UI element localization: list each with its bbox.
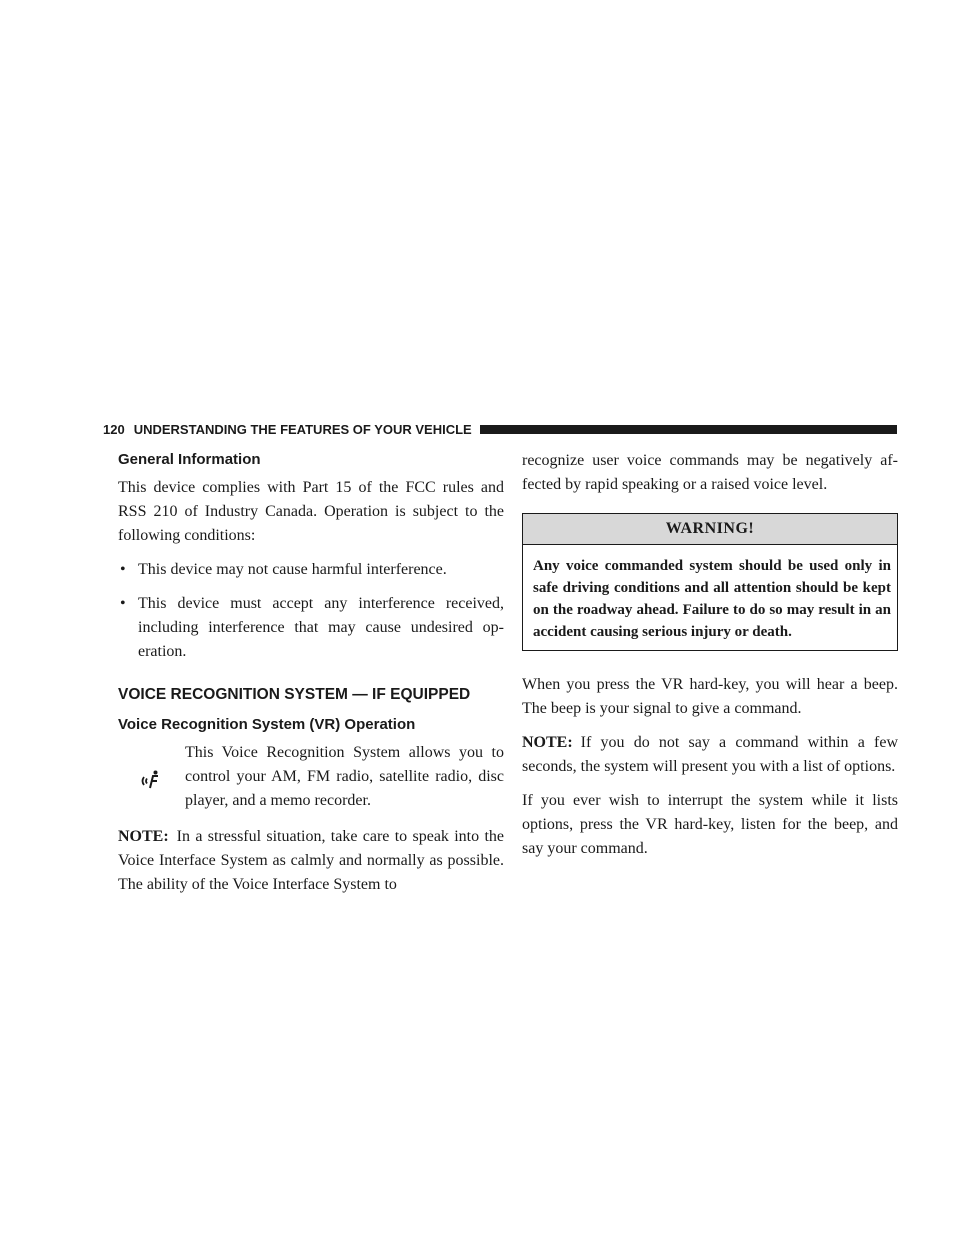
note-label: NOTE: — [118, 828, 169, 845]
voice-recognition-icon — [140, 769, 162, 791]
conditions-list — [118, 558, 504, 664]
list-item-text: This device may not cause harmful interference. — [138, 561, 447, 578]
list-item — [118, 592, 504, 664]
list-item-text: This device must accept any interference received, including interference that may cause undesired op-eration. — [138, 595, 504, 660]
vr-intro-block — [118, 741, 504, 813]
note-paragraph — [522, 731, 898, 779]
warning-text: Any voice commanded system should be used only in safe driving conditions and all attention should be kept on the roadway ahead. Failure to do so may result in an accident causing serious injury or death. — [533, 558, 891, 640]
continuation-paragraph: recognize user voice commands may be negatively af-fected by rapid speaking or a raised voice level. — [522, 452, 898, 493]
list-item — [118, 558, 504, 582]
bullet-icon: • — [120, 561, 126, 578]
interrupt-paragraph: If you ever wish to interrupt the system while it lists options, press the VR hard-key, listen for the beep, and say your command. — [522, 792, 898, 857]
general-info-heading: General Information — [118, 451, 261, 468]
warning-title: WARNING! — [523, 514, 897, 545]
fcc-paragraph: This device complies with Part 15 of the FCC rules and RSS 210 of Industry Canada. Operation is subject to the following conditions: — [118, 479, 504, 544]
section-title: UNDERSTANDING THE FEATURES OF YOUR VEHICLE — [133, 421, 472, 437]
note-text: If you do not say a command within a few seconds, the system will present you with a list of options. — [522, 734, 898, 775]
note-text: In a stressful situation, take care to speak into the Voice Interface System as calmly and normally as possible. The ability of the Voice Interface System to — [118, 828, 504, 893]
bullet-icon: • — [120, 595, 126, 612]
note-paragraph — [118, 825, 504, 897]
vr-intro-text: This Voice Recognition System allows you to control your AM, FM radio, satellite radio, disc player, and a memo recorder. — [185, 744, 504, 809]
vr-operation-heading: Voice Recognition System (VR) Operation — [118, 716, 416, 733]
header-rule — [480, 425, 897, 434]
right-column — [522, 449, 898, 871]
note-label: NOTE: — [522, 734, 573, 751]
page-header — [103, 418, 897, 440]
left-column — [118, 449, 504, 907]
beep-paragraph: When you press the VR hard-key, you will hear a beep. The beep is your signal to give a command. — [522, 676, 898, 717]
warning-box — [522, 513, 898, 651]
vr-system-heading: VOICE RECOGNITION SYSTEM — IF EQUIPPED — [118, 686, 471, 703]
page-number: 120 — [103, 421, 125, 437]
